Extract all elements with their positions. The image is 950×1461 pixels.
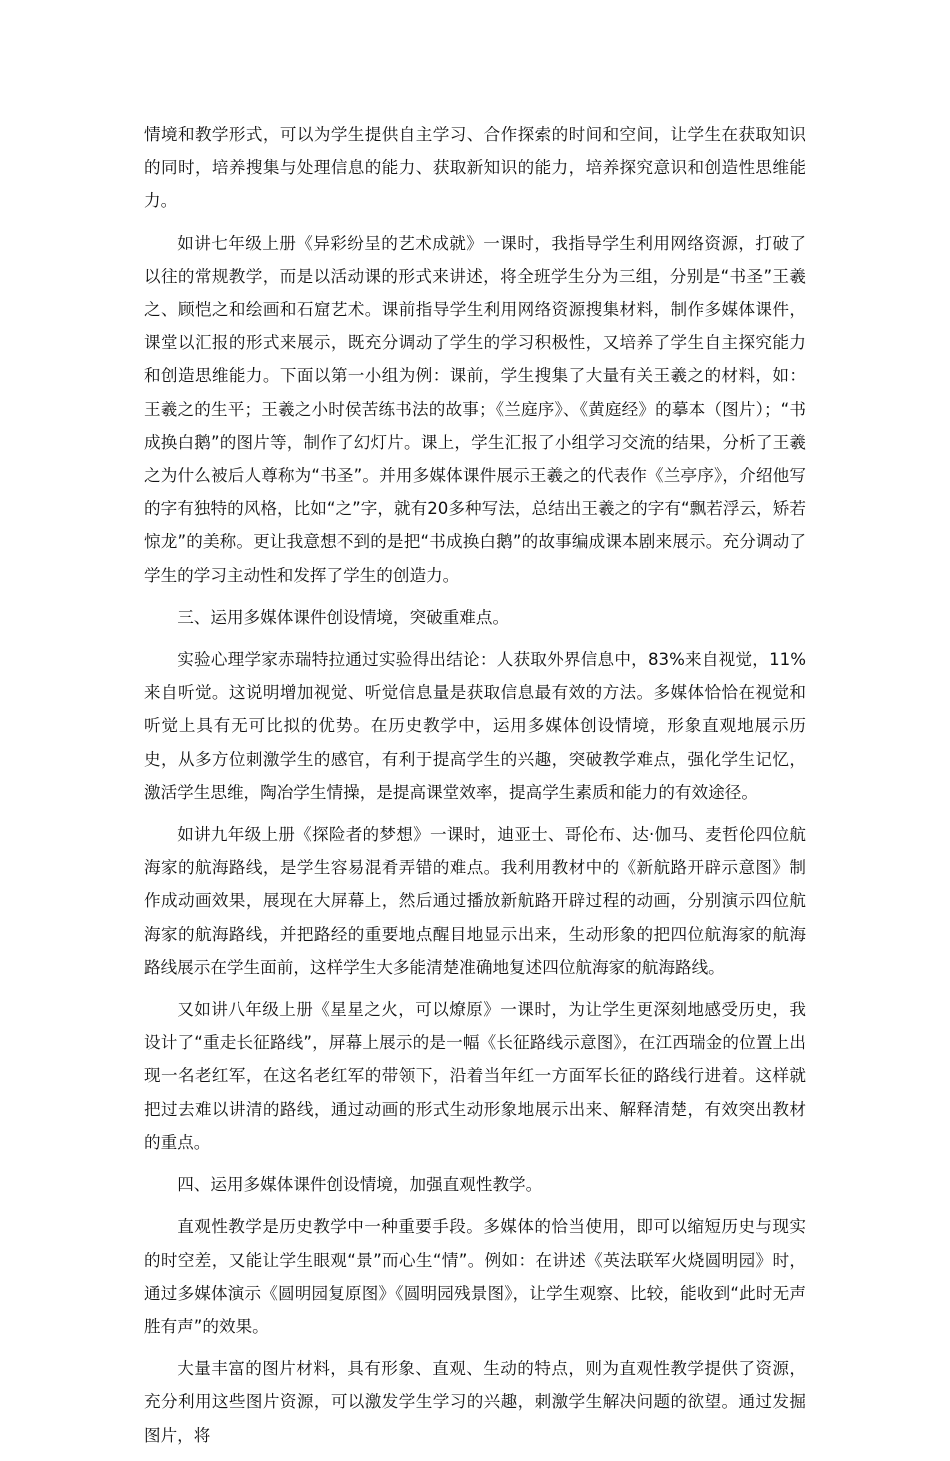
document-page — [144, 118, 806, 1461]
paragraph-art-lesson-example: 如讲七年级上册《异彩纷呈的艺术成就》一课时，我指导学生利用网络资源，打破了以往的常规教学，而是以活动课的形式来讲述，将全班学生分为三组，分别是“书圣”王羲之、顾恺之和绘画和石窟艺术。课前指导学生利用网络资源搜集材料，制作多媒体课件，课堂以汇报的形式来展示，既充分调动了学生的学习积极性，又培养了学生自主探究能力和创造思维能力。下面以第一小组为例：课前，学生搜集了大量有关王羲之的材料，如：王羲之的生平；王羲之小时侯苦练书法的故事；《兰庭序》、《黄庭经》的摹本（图片）；“书成换白鹅”的图片等，制作了幻灯片。课上，学生汇报了小组学习交流的结果，分析了王羲之为什么被后人尊称为“书圣”。并用多媒体课件展示王羲之的代表作《兰亭序》，介绍他写的字有独特的风格，比如“之”字，就有20多种写法，总结出王羲之的字有“飘若浮云，矫若惊龙”的美称。更让我意想不到的是把“书成换白鹅”的故事编成课本剧来展示。充分调动了学生的学习主动性和发挥了学生的创造力。 — [144, 233, 806, 585]
paragraph-continued: 情境和教学形式，可以为学生提供自主学习、合作探索的时间和空间，让学生在获取知识的同时，培养搜集与处理信息的能力、获取新知识的能力，培养探究意识和创造性思维能力。 — [144, 125, 806, 211]
paragraph-psychology-finding: 实验心理学家赤瑞特拉通过实验得出结论：人获取外界信息中，83%来自视觉，11%来自听觉。这说明增加视觉、听觉信息量是获取信息最有效的方法。多媒体恰恰在视觉和听觉上具有无可比拟的优势。在历史教学中，运用多媒体创设情境，形象直观地展示历史，从多方位刺激学生的感官，有利于提高学生的兴趣，突破教学难点，强化学生记忆，激活学生思维，陶冶学生情操，是提高课堂效率，提高学生素质和能力的有效途径。 — [144, 650, 806, 802]
section-heading-4: 四、运用多媒体课件创设情境，加强直观性教学。 — [177, 1175, 543, 1195]
section-heading-3: 三、运用多媒体课件创设情境，突破重难点。 — [177, 607, 510, 627]
paragraph-image-materials: 大量丰富的图片材料，具有形象、直观、生动的特点，则为直观性教学提供了资源，充分利用这些图片资源，可以激发学生学习的兴趣，刺激学生解决问题的欲望。通过发掘图片，将 — [144, 1359, 806, 1445]
paragraph-long-march-example: 又如讲八年级上册《星星之火，可以燎原》一课时，为让学生更深刻地感受历史，我设计了“重走长征路线”，屏幕上展示的是一幅《长征路线示意图》，在江西瑞金的位置上出现一名老红军，在这名老红军的带领下，沿着当年红一方面军长征的路线行进着。这样就把过去难以讲清的路线，通过动画的形式生动形象地展示出来、解释清楚，有效突出教材的重点。 — [144, 1000, 806, 1152]
paragraph-navigators-example: 如讲九年级上册《探险者的梦想》一课时，迪亚士、哥伦布、达·伽马、麦哲伦四位航海家的航海路线，是学生容易混肴弄错的难点。我利用教材中的《新航路开辟示意图》制作成动画效果，展现在大屏幕上，然后通过播放新航路开辟过程的动画，分别演示四位航海家的航海路线，并把路经的重要地点醒目地显示出来，生动形象的把四位航海家的航海路线展示在学生面前，这样学生大多能清楚准确地复述四位航海家的航海路线。 — [144, 825, 806, 977]
paragraph-intuitive-teaching: 直观性教学是历史教学中一种重要手段。多媒体的恰当使用，即可以缩短历史与现实的时空差，又能让学生眼观“景”而心生“情”。例如：在讲述《英法联军火烧圆明园》时，通过多媒体演示《圆明园复原图》《圆明园残景图》，让学生观察、比较，能收到“此时无声胜有声”的效果。 — [144, 1217, 806, 1336]
